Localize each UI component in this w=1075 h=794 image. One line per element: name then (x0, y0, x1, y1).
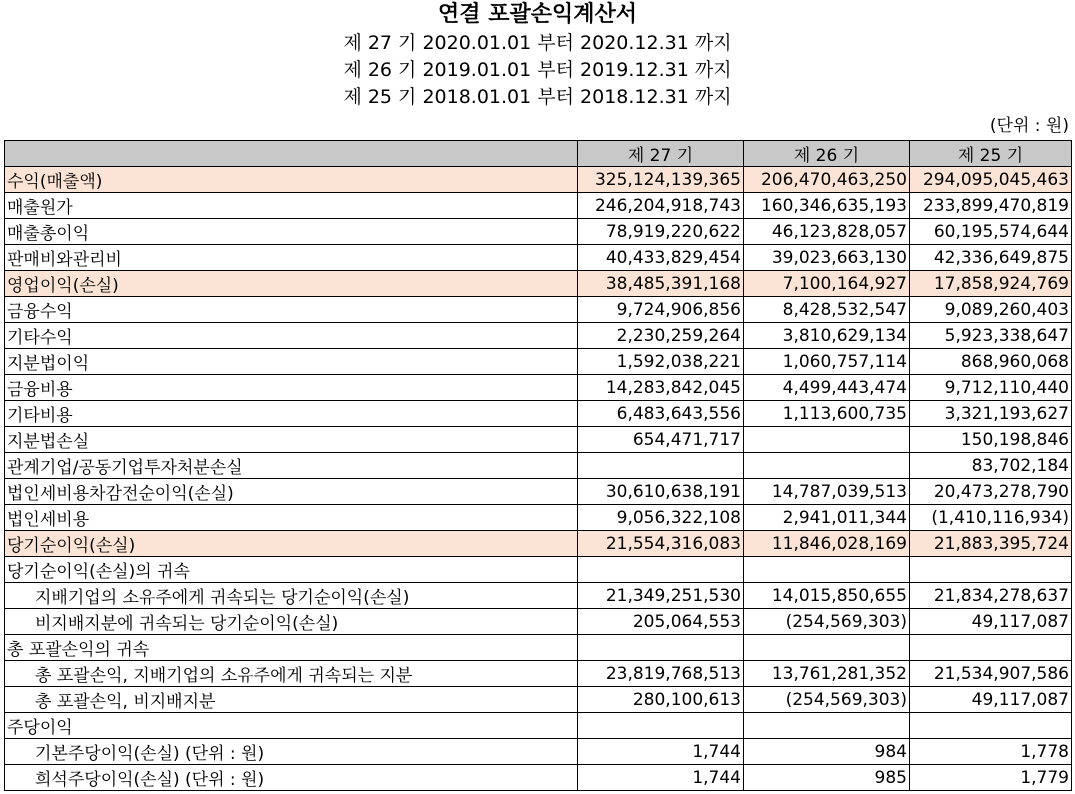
value-cell: 14,283,842,045 (578, 375, 744, 401)
value-cell: 1,592,038,221 (578, 349, 744, 375)
table-row (5, 739, 1072, 765)
table-body (5, 167, 1072, 791)
value-cell: 23,819,768,513 (578, 661, 744, 687)
value-cell (744, 635, 910, 661)
value-cell: 1,060,757,114 (744, 349, 910, 375)
value-cell: 38,485,391,168 (578, 271, 744, 297)
value-cell (910, 713, 1072, 739)
table-row (5, 297, 1072, 323)
row-label: 총 포괄손익의 귀속 (5, 635, 578, 661)
value-cell: 3,321,193,627 (910, 401, 1072, 427)
value-cell: (1,410,116,934) (910, 505, 1072, 531)
value-cell: 5,923,338,647 (910, 323, 1072, 349)
value-cell: 1,113,600,735 (744, 401, 910, 427)
value-cell: 17,858,924,769 (910, 271, 1072, 297)
value-cell: 9,056,322,108 (578, 505, 744, 531)
value-cell: 6,483,643,556 (578, 401, 744, 427)
row-label: 매출원가 (5, 193, 578, 219)
row-label: 당기순이익(손실) (5, 531, 578, 557)
column-header: 제 25 기 (910, 141, 1072, 167)
value-cell (744, 713, 910, 739)
value-cell: 39,023,663,130 (744, 245, 910, 271)
value-cell: 46,123,828,057 (744, 219, 910, 245)
value-cell: 3,810,629,134 (744, 323, 910, 349)
row-label: 금융수익 (5, 297, 578, 323)
table-row (5, 375, 1072, 401)
value-cell: 49,117,087 (910, 609, 1072, 635)
value-cell: 984 (744, 739, 910, 765)
value-cell: 83,702,184 (910, 453, 1072, 479)
table-header-row (5, 141, 1072, 167)
value-cell: 21,349,251,530 (578, 583, 744, 609)
table-row (5, 167, 1072, 193)
table-row (5, 349, 1072, 375)
row-label: 관계기업/공동기업투자처분손실 (5, 453, 578, 479)
value-cell: 30,610,638,191 (578, 479, 744, 505)
value-cell: 14,787,039,513 (744, 479, 910, 505)
value-cell: 2,941,011,344 (744, 505, 910, 531)
value-cell: 49,117,087 (910, 687, 1072, 713)
row-label: 총 포괄손익, 비지배지분 (5, 687, 578, 713)
table-row (5, 531, 1072, 557)
value-cell: 985 (744, 765, 910, 791)
value-cell: 4,499,443,474 (744, 375, 910, 401)
value-cell: 21,534,907,586 (910, 661, 1072, 687)
row-label: 법인세비용 (5, 505, 578, 531)
value-cell: 150,198,846 (910, 427, 1072, 453)
value-cell: 14,015,850,655 (744, 583, 910, 609)
value-cell: 2,230,259,264 (578, 323, 744, 349)
value-cell: 868,960,068 (910, 349, 1072, 375)
value-cell: 11,846,028,169 (744, 531, 910, 557)
row-label: 당기순이익(손실)의 귀속 (5, 557, 578, 583)
value-cell: 1,744 (578, 765, 744, 791)
value-cell: 654,471,717 (578, 427, 744, 453)
value-cell: 1,744 (578, 739, 744, 765)
value-cell: 246,204,918,743 (578, 193, 744, 219)
row-label: 비지배지분에 귀속되는 당기순이익(손실) (5, 609, 578, 635)
value-cell: 9,712,110,440 (910, 375, 1072, 401)
period-line: 제 26 기 2019.01.01 부터 2019.12.31 까지 (343, 59, 732, 81)
value-cell: 1,779 (910, 765, 1072, 791)
report-header (0, 0, 1075, 111)
report-title: 연결 포괄손익계산서 (438, 2, 637, 27)
value-cell (744, 557, 910, 583)
value-cell: 205,064,553 (578, 609, 744, 635)
value-cell: 9,724,906,856 (578, 297, 744, 323)
value-cell (744, 427, 910, 453)
value-cell (910, 635, 1072, 661)
table-row (5, 635, 1072, 661)
row-label: 수익(매출액) (5, 167, 578, 193)
row-label: 총 포괄손익, 지배기업의 소유주에게 귀속되는 지분 (5, 661, 578, 687)
value-cell: 13,761,281,352 (744, 661, 910, 687)
value-cell (578, 453, 744, 479)
table-row (5, 401, 1072, 427)
table-row (5, 427, 1072, 453)
row-label: 판매비와관리비 (5, 245, 578, 271)
value-cell: 7,100,164,927 (744, 271, 910, 297)
table-row (5, 661, 1072, 687)
row-label: 지배기업의 소유주에게 귀속되는 당기순이익(손실) (5, 583, 578, 609)
value-cell: 206,470,463,250 (744, 167, 910, 193)
value-cell: 8,428,532,547 (744, 297, 910, 323)
value-cell: 42,336,649,875 (910, 245, 1072, 271)
table-row (5, 479, 1072, 505)
value-cell: (254,569,303) (744, 609, 910, 635)
value-cell (744, 453, 910, 479)
value-cell: (254,569,303) (744, 687, 910, 713)
row-label: 주당이익 (5, 713, 578, 739)
table-row (5, 713, 1072, 739)
table-row (5, 505, 1072, 531)
table-row (5, 453, 1072, 479)
table-row (5, 557, 1072, 583)
value-cell (578, 635, 744, 661)
row-label: 기타비용 (5, 401, 578, 427)
row-label: 기본주당이익(손실) (단위 : 원) (5, 739, 578, 765)
value-cell: 1,778 (910, 739, 1072, 765)
row-label: 희석주당이익(손실) (단위 : 원) (5, 765, 578, 791)
value-cell: 40,433,829,454 (578, 245, 744, 271)
table-row (5, 609, 1072, 635)
row-label: 매출총이익 (5, 219, 578, 245)
value-cell: 233,899,470,819 (910, 193, 1072, 219)
row-label: 지분법이익 (5, 349, 578, 375)
value-cell: 160,346,635,193 (744, 193, 910, 219)
value-cell (578, 713, 744, 739)
table-row (5, 765, 1072, 791)
table-row (5, 687, 1072, 713)
value-cell: 60,195,574,644 (910, 219, 1072, 245)
table-row (5, 219, 1072, 245)
row-label: 지분법손실 (5, 427, 578, 453)
unit-label: (단위 : 원) (989, 116, 1069, 136)
table-row (5, 193, 1072, 219)
value-cell: 280,100,613 (578, 687, 744, 713)
column-header (5, 141, 578, 167)
table-row (5, 271, 1072, 297)
column-header: 제 27 기 (578, 141, 744, 167)
column-header: 제 26 기 (744, 141, 910, 167)
value-cell: 20,473,278,790 (910, 479, 1072, 505)
value-cell (910, 557, 1072, 583)
period-line: 제 25 기 2018.01.01 부터 2018.12.31 까지 (343, 86, 732, 108)
value-cell: 78,919,220,622 (578, 219, 744, 245)
period-line: 제 27 기 2020.01.01 부터 2020.12.31 까지 (343, 32, 732, 54)
value-cell: 21,554,316,083 (578, 531, 744, 557)
table-row (5, 245, 1072, 271)
value-cell: 294,095,045,463 (910, 167, 1072, 193)
value-cell: 21,834,278,637 (910, 583, 1072, 609)
row-label: 법인세비용차감전순이익(손실) (5, 479, 578, 505)
table-row (5, 323, 1072, 349)
table-row (5, 583, 1072, 609)
income-statement-table (4, 140, 1072, 791)
value-cell (578, 557, 744, 583)
row-label: 기타수익 (5, 323, 578, 349)
value-cell: 9,089,260,403 (910, 297, 1072, 323)
row-label: 영업이익(손실) (5, 271, 578, 297)
value-cell: 21,883,395,724 (910, 531, 1072, 557)
row-label: 금융비용 (5, 375, 578, 401)
value-cell: 325,124,139,365 (578, 167, 744, 193)
